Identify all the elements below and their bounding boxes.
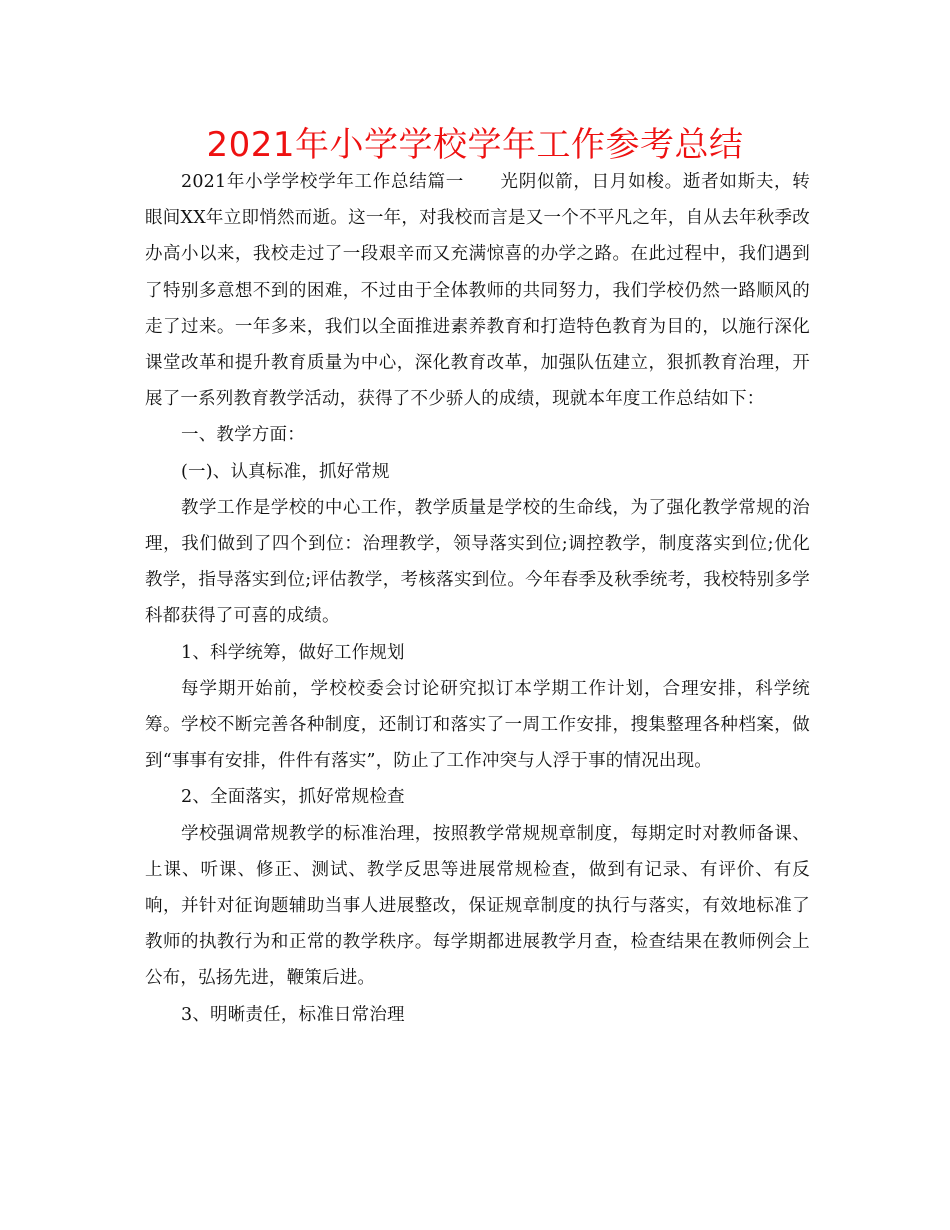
item-heading-1: 1、科学统筹，做好工作规划 — [181, 642, 405, 663]
item-heading-3: 3、明晰责任，标准日常治理 — [181, 1004, 405, 1025]
subsection-heading-1: (一)、认真标准，抓好常规 — [181, 461, 390, 482]
document-body — [145, 164, 810, 1033]
item-heading-2: 2、全面落实，抓好常规检查 — [181, 787, 405, 808]
body-paragraph: 学校强调常规教学的标准治理，按照教学常规规章制度，每期定时对教师备课、上课、听课、修正、测试、教学反思等进展常规检查，做到有记录、有评价、有反响，并针对征询题辅助当事人进展整改，保证规章制度的执行与落实，有效地标准了教师的执教行为和正常的教学秩序。每学期都进展教学月查，检查结果在教师例会上公布，弘扬先进，鞭策后进。 — [145, 823, 810, 989]
body-paragraph: 教学工作是学校的中心工作，教学质量是学校的生命线，为了强化教学常规的治理，我们做到了四个到位：治理教学，领导落实到位;调控教学，制度落实到位;优化教学，指导落实到位;评估教学，考核落实到位。今年春季及秋季统考，我校特别多学科都获得了可喜的成绩。 — [145, 497, 810, 627]
document-title: 2021年小学学校学年工作参考总结 — [206, 125, 744, 165]
intro-paragraph: 2021年小学学校学年工作总结篇一 光阴似箭，日月如梭。逝者如斯夫，转眼间XX年立即悄然而逝。这一年，对我校而言是又一个不平凡之年，自从去年秋季改办高小以来，我校走过了一段艰辛而又充满惊喜的办学之路。在此过程中，我们遇到了特别多意想不到的困难，不过由于全体教师的共同努力，我们学校仍然一路顺风的走了过来。一年多来，我们以全面推进素养教育和打造特色教育为目的，以施行深化课堂改革和提升教育质量为中心，深化教育改革，加强队伍建立，狠抓教育治理，开展了一系列教育教学活动，获得了不少骄人的成绩，现就本年度工作总结如下： — [145, 172, 810, 410]
section-heading-teaching: 一、教学方面： — [181, 425, 305, 446]
body-paragraph: 每学期开始前，学校校委会讨论研究拟订本学期工作计划，合理安排，科学统筹。学校不断完善各种制度，还制订和落实了一周工作安排，搜集整理各种档案，做到“事事有安排，件件有落实”，防止了工作冲突与人浮于事的情况出现。 — [145, 678, 810, 772]
